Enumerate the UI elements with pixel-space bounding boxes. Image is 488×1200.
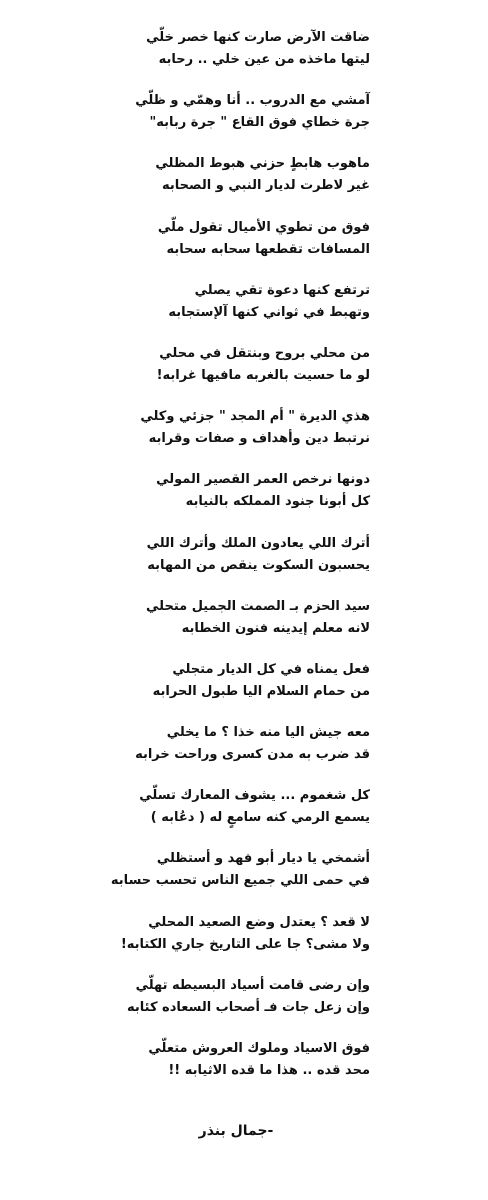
verse-line: فوق الاسياد وملوك العروش متعلّي	[148, 1041, 370, 1056]
verse-line: ضاقت الآرض صارت كنها خصر خلّي	[146, 30, 370, 45]
verse-line: فعل يمناه في كل الديار متجلي	[172, 661, 370, 677]
verse-line: من حمام السلام اليا طبول الحرابه	[152, 683, 370, 699]
verse-line: وإن رضى قامت أسياد البسيطه تهلّي	[135, 977, 370, 993]
verse-line: دونها نرخص العمر القصير المولي	[156, 472, 370, 488]
verse-line: قد ضرب به مدن كسرى وراحت خرابه	[135, 747, 370, 763]
stanza-12	[0, 722, 488, 785]
author-signature: -جمال بنذر	[198, 1123, 274, 1139]
verse-line: ولا مشى؟ جا على التاريخ جاري الكتابه!	[120, 936, 370, 952]
verse-line: نرتبط دين وأهداف و صفات وقرابه	[148, 431, 370, 447]
verse-line: المسافات تقطعها سحابه سحابه	[166, 241, 370, 257]
stanza-3	[0, 153, 488, 216]
verse-line: وإن زعل جات فـ أصحاب السعاده كئابه	[126, 999, 370, 1015]
verse-line: هذي الديرة " أم المجد " جزئي وكلي	[140, 409, 370, 425]
verse-line: من محلي بروح وبنتقل في محلي	[159, 345, 370, 361]
verse-line: في حمى اللي جميع الناس تحسب حسابه	[110, 873, 370, 889]
poem-body	[0, 27, 488, 1101]
verse-line: آمشي مع الدروب .. أنا وهمّي و ظلّي	[135, 93, 370, 109]
verse-line: كل أبونا جنود المملكه بالنيابه	[185, 494, 370, 510]
verse-line: أترك اللي يعادون الملك وأترك اللي	[146, 535, 370, 551]
stanza-5	[0, 280, 488, 343]
stanza-13	[0, 785, 488, 848]
stanza-17	[0, 1038, 488, 1101]
stanza-8	[0, 469, 488, 532]
verse-line: لانه معلم إيدينه فنون الخطابه	[181, 620, 370, 636]
verse-line: كل شغموم ... يشوف المعارك تسلّي	[139, 788, 370, 804]
stanza-11	[0, 659, 488, 722]
verse-line: لا قعد ؟ يعتدل وضع الصعيد المحلي	[148, 914, 370, 930]
verse-line: ترتفع كنها دعوة تقي يصلي	[194, 282, 370, 298]
verse-line: محد قده .. هذا ما قده الاثيابه !!	[168, 1063, 370, 1078]
verse-line: غير لاطرت لديار النبي و الصحابه	[162, 178, 370, 194]
stanza-4	[0, 217, 488, 280]
stanza-6	[0, 343, 488, 406]
stanza-10	[0, 596, 488, 659]
stanza-16	[0, 975, 488, 1038]
verse-line: يحسبون السكوت ينقص من المهابه	[147, 557, 370, 573]
stanza-1	[0, 27, 488, 90]
verse-line: وتهبط في ثواني كنها آلإستجابه	[168, 304, 370, 320]
verse-line: أشمخي يا ديار أبو فهد و أستظلي	[156, 851, 370, 867]
verse-line: سيد الحزم بـ الصمت الجميل متحلي	[145, 598, 370, 614]
stanza-9	[0, 533, 488, 596]
stanza-2	[0, 90, 488, 153]
verse-line: معه جيش اليا منه خذا ؟ ما يخلي	[166, 725, 370, 741]
verse-line: لو ما حسيت بالغربه مافيها غرابه!	[156, 367, 370, 383]
stanza-15	[0, 912, 488, 975]
verse-line: يسمع الرمي كنه سامعٍ له ( دعُابه )	[150, 810, 370, 826]
verse-line: ماهوب هابطٍ حزني هبوط المظلي	[155, 156, 370, 172]
stanza-7	[0, 406, 488, 469]
verse-line: ليتها ماخذه من عين خلي .. رحابه	[158, 52, 370, 67]
verse-line: جرة خطاي فوق القاع " جرة ربابه"	[149, 115, 370, 131]
verse-line: فوق من تطوي الأميال تقول ملّي	[157, 219, 370, 235]
stanza-14	[0, 848, 488, 911]
